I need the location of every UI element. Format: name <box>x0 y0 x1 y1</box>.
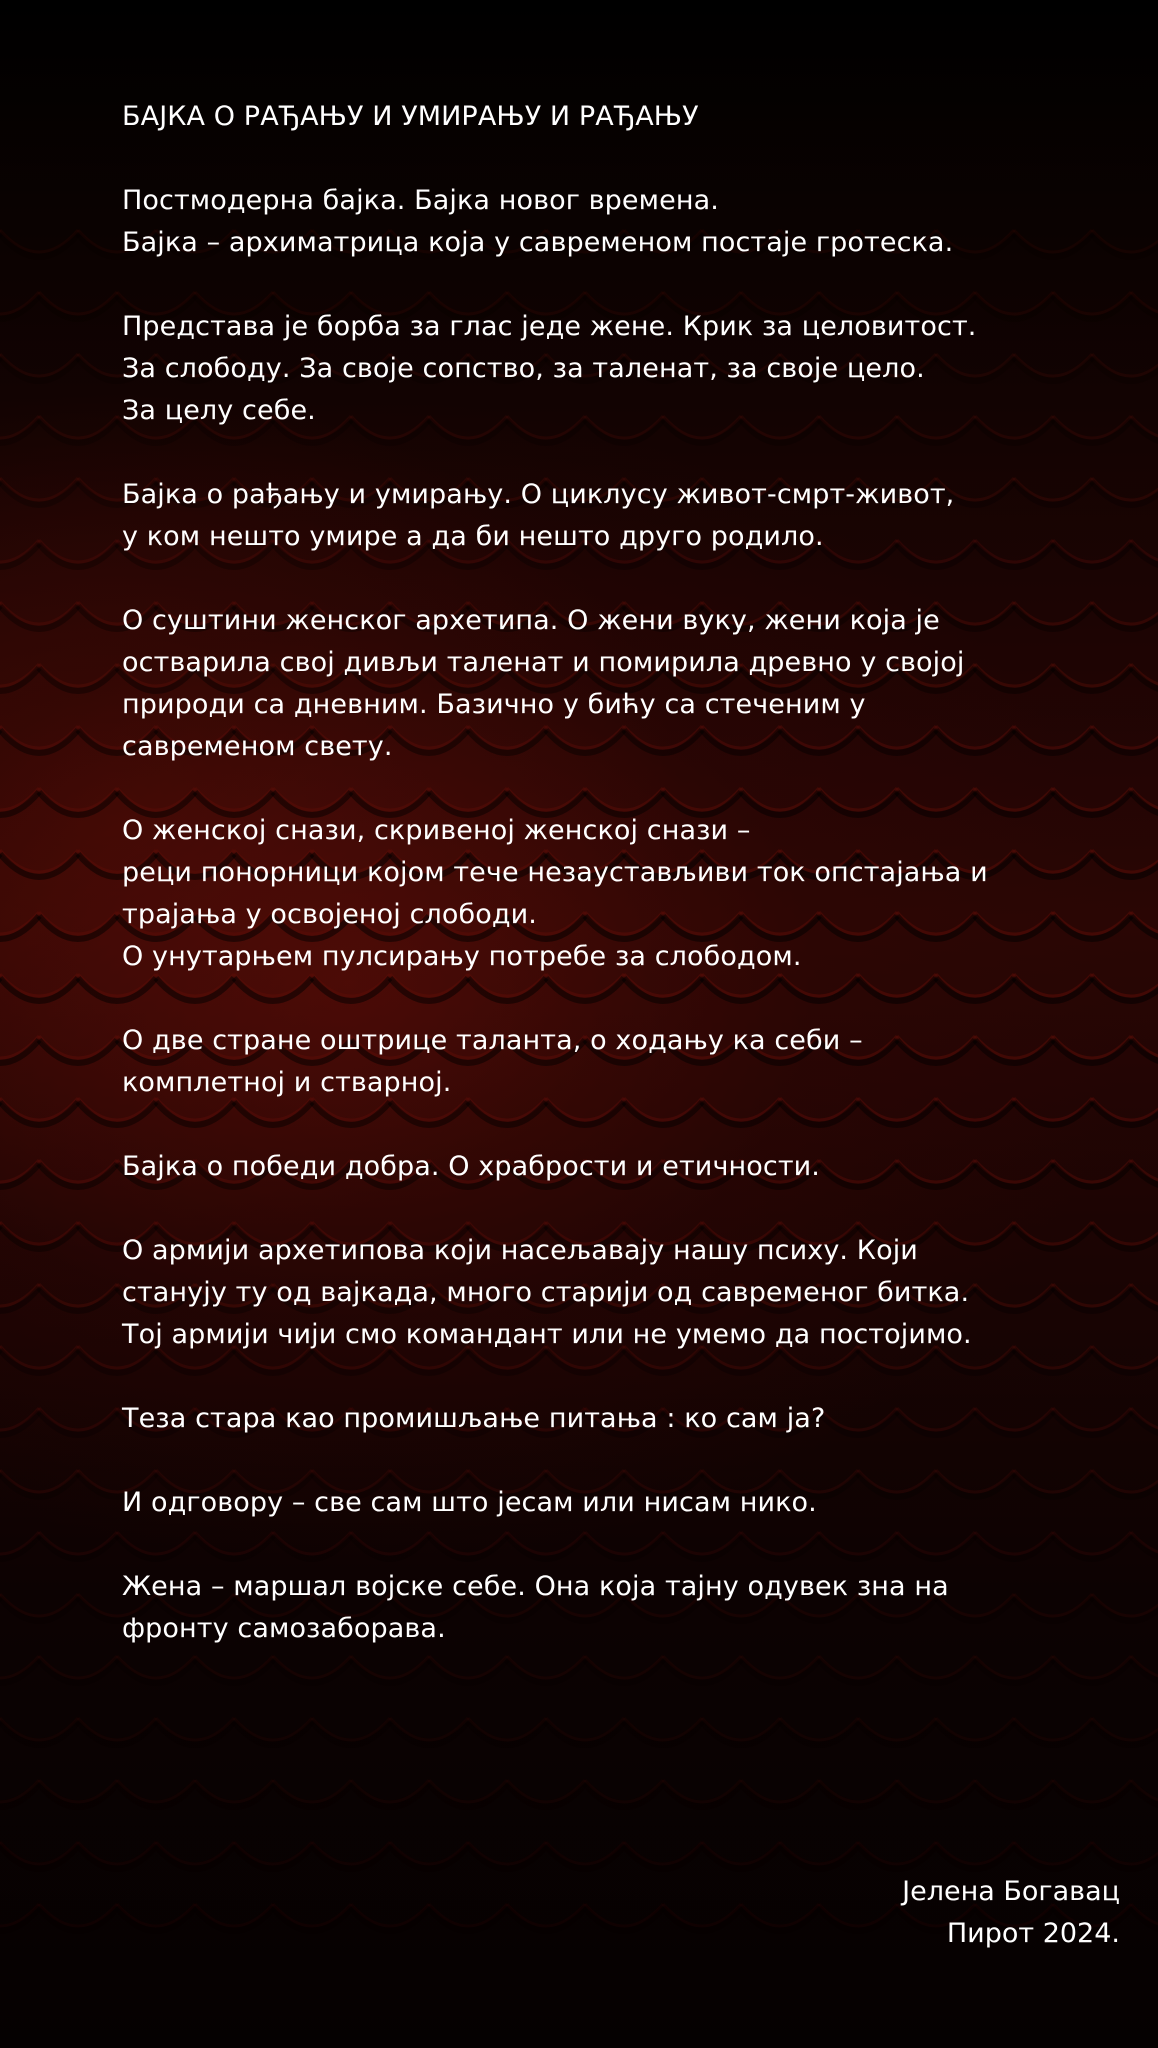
curtain-swag-shadow <box>663 1908 741 1931</box>
curtain-swag <box>780 1718 858 1740</box>
curtain-swag <box>1131 1284 1158 1306</box>
curtain-swag <box>195 1904 273 1926</box>
text-line: За слободу. За своје сопство, за таленат, за своје цело. <box>122 353 925 384</box>
curtain-swag <box>624 1842 702 1864</box>
curtain-swag <box>0 1470 78 1492</box>
curtain-swag-shadow <box>936 1846 1014 1869</box>
curtain-swag <box>0 974 78 996</box>
curtain-swag <box>0 1036 39 1058</box>
curtain-swag-shadow <box>39 1164 117 1187</box>
curtain-swag <box>1131 416 1158 438</box>
curtain-swag-shadow <box>546 1846 624 1869</box>
curtain-swag-shadow <box>39 420 117 443</box>
text-line: И одговору – све сам што јесам или нисам нико. <box>122 1487 817 1518</box>
curtain-swag-shadow <box>312 1846 390 1869</box>
curtain-swag <box>1131 1160 1158 1182</box>
curtain-swag <box>39 1036 117 1058</box>
curtain-swag <box>0 292 39 314</box>
curtain-swag <box>156 1842 234 1864</box>
paragraph <box>122 1482 1082 1524</box>
curtain-swag <box>0 416 39 438</box>
curtain-swag <box>0 602 78 624</box>
text-line: За целу себе. <box>122 395 316 426</box>
curtain-swag-shadow <box>858 1722 936 1745</box>
curtain-swag-shadow <box>1092 606 1158 629</box>
curtain-swag <box>1092 478 1158 500</box>
poster-title: БАЈКА О РАЂАЊУ И УМИРАЊУ И РАЂАЊУ <box>122 101 699 132</box>
curtain-swag <box>1092 1098 1158 1120</box>
curtain-swag-shadow <box>0 1350 78 1373</box>
curtain-swag-shadow <box>0 1288 39 1311</box>
curtain-swag <box>936 1718 1014 1740</box>
curtain-swag <box>663 1904 741 1926</box>
curtain-swag <box>585 1904 663 1926</box>
text-line: Бајка о победи добра. О храбрости и етичности. <box>122 1151 820 1182</box>
curtain-swag <box>741 1780 819 1802</box>
curtain-swag-shadow <box>0 730 78 753</box>
curtain-swag <box>1092 974 1158 996</box>
curtain-swag-shadow <box>1131 668 1158 691</box>
curtain-swag-shadow <box>1092 234 1158 257</box>
curtain-swag-shadow <box>741 1784 819 1807</box>
curtain-swag-shadow <box>1053 1784 1131 1807</box>
curtain-swag <box>0 540 39 562</box>
curtain-swag-shadow <box>1131 1040 1158 1063</box>
curtain-swag-shadow <box>1092 854 1158 877</box>
curtain-swag <box>1131 788 1158 810</box>
curtain-swag <box>0 478 78 500</box>
curtain-swag-shadow <box>702 1722 780 1745</box>
paragraph <box>122 474 1082 558</box>
curtain-swag-shadow <box>390 1722 468 1745</box>
curtain-swag <box>0 850 78 872</box>
place-date: Пирот 2024. <box>946 1918 1120 1949</box>
paragraph <box>122 600 1082 768</box>
curtain-swag <box>1131 1036 1158 1058</box>
curtain-swag <box>0 1408 39 1430</box>
curtain-swag <box>1131 1532 1158 1554</box>
curtain-swag <box>936 1842 1014 1864</box>
paragraph <box>122 810 1082 978</box>
curtain-swag <box>468 1718 546 1740</box>
curtain-swag-shadow <box>0 916 39 939</box>
curtain-swag <box>858 1842 936 1864</box>
curtain-swag-shadow <box>1092 978 1158 1001</box>
curtain-swag-shadow <box>78 1722 156 1745</box>
curtain-swag-shadow <box>273 1908 351 1931</box>
curtain-swag <box>663 1780 741 1802</box>
text-line: О женској снази, скривеној женској снази – <box>122 815 751 846</box>
curtain-swag-shadow <box>1131 1784 1158 1807</box>
curtain-swag-shadow <box>1092 1474 1158 1497</box>
signature <box>902 1871 1120 1955</box>
curtain-swag <box>1092 850 1158 872</box>
curtain-swag-shadow <box>1131 1412 1158 1435</box>
curtain-swag <box>507 1780 585 1802</box>
curtain-swag-shadow <box>273 1784 351 1807</box>
curtain-swag-shadow <box>39 668 117 691</box>
curtain-swag <box>546 1842 624 1864</box>
curtain-swag <box>78 1842 156 1864</box>
curtain-swag <box>858 1718 936 1740</box>
curtain-swag-shadow <box>663 1784 741 1807</box>
curtain-swag-shadow <box>39 1784 117 1807</box>
curtain-swag <box>0 1098 78 1120</box>
curtain-swag-shadow <box>0 234 78 257</box>
curtain-swag <box>117 1780 195 1802</box>
curtain-swag-shadow <box>1131 296 1158 319</box>
curtain-swag <box>0 1284 39 1306</box>
curtain-swag <box>0 230 78 252</box>
curtain-swag <box>1131 1780 1158 1802</box>
curtain-swag-shadow <box>156 1722 234 1745</box>
curtain-swag-shadow <box>39 1908 117 1931</box>
curtain-swag <box>1092 1222 1158 1244</box>
curtain-swag <box>1092 726 1158 748</box>
curtain-swag <box>1092 1470 1158 1492</box>
text-line: у ком нешто умире а да би нешто друго родило. <box>122 521 824 552</box>
curtain-swag-shadow <box>351 1784 429 1807</box>
curtain-swag <box>0 1656 39 1678</box>
curtain-swag <box>819 1904 897 1926</box>
curtain-swag <box>975 1780 1053 1802</box>
curtain-swag <box>273 1904 351 1926</box>
text-line: О унутарњем пулсирању потребе за слободом. <box>122 941 802 972</box>
curtain-swag-shadow <box>0 1040 39 1063</box>
curtain-swag <box>0 912 39 934</box>
curtain-swag-shadow <box>780 1846 858 1869</box>
curtain-swag <box>312 1718 390 1740</box>
curtain-swag-shadow <box>702 1846 780 1869</box>
curtain-swag-shadow <box>39 916 117 939</box>
curtain-swag <box>156 1718 234 1740</box>
curtain-swag <box>39 1904 117 1926</box>
curtain-swag <box>39 788 117 810</box>
curtain-swag <box>507 1904 585 1926</box>
curtain-swag <box>234 1718 312 1740</box>
text-line: природи са дневним. Базично у бићу са стеченим у <box>122 689 866 720</box>
curtain-swag <box>468 1842 546 1864</box>
curtain-swag-shadow <box>0 792 39 815</box>
curtain-swag <box>390 1842 468 1864</box>
curtain-swag <box>1092 230 1158 252</box>
text-line: фронту самозаборава. <box>122 1613 446 1644</box>
curtain-swag <box>1014 1718 1092 1740</box>
curtain-swag-shadow <box>39 1040 117 1063</box>
curtain-swag <box>312 1842 390 1864</box>
paragraph <box>122 1230 1082 1356</box>
curtain-swag-shadow <box>1131 1536 1158 1559</box>
curtain-swag-shadow <box>0 1164 39 1187</box>
curtain-swag-shadow <box>312 1722 390 1745</box>
curtain-swag <box>1092 1842 1158 1864</box>
curtain-swag-shadow <box>234 1722 312 1745</box>
curtain-swag <box>1131 292 1158 314</box>
curtain-swag <box>1131 664 1158 686</box>
paragraph <box>122 1146 1082 1188</box>
curtain-swag <box>39 1532 117 1554</box>
curtain-swag-shadow <box>39 544 117 567</box>
curtain-swag-shadow <box>0 482 78 505</box>
paragraph <box>122 180 1082 264</box>
text-line: остварила свој дивљи таленат и помирила древно у својој <box>122 647 965 678</box>
curtain-swag <box>39 540 117 562</box>
curtain-swag <box>429 1904 507 1926</box>
text-line: О армији архетипова који насељавају нашу психу. Који <box>122 1235 918 1266</box>
curtain-swag-shadow <box>0 1908 39 1931</box>
curtain-swag <box>780 1842 858 1864</box>
curtain-swag <box>1131 1408 1158 1430</box>
curtain-swag-shadow <box>1092 1722 1158 1745</box>
text-line: Тој армији чији смо командант или не умемо да постојимо. <box>122 1319 972 1350</box>
curtain-swag-shadow <box>1131 420 1158 443</box>
paragraph <box>122 1020 1082 1104</box>
curtain-swag-shadow <box>507 1784 585 1807</box>
curtain-swag-shadow <box>0 854 78 877</box>
curtain-swag-shadow <box>117 1908 195 1931</box>
curtain-swag-shadow <box>0 420 39 443</box>
curtain-swag <box>39 1656 117 1678</box>
curtain-swag <box>0 664 39 686</box>
curtain-swag <box>0 1160 39 1182</box>
curtain-swag <box>195 1780 273 1802</box>
curtain-swag-shadow <box>39 296 117 319</box>
curtain-swag-shadow <box>0 1102 78 1125</box>
curtain-swag-shadow <box>0 1474 78 1497</box>
curtain-swag <box>39 912 117 934</box>
curtain-swag <box>0 1594 78 1616</box>
curtain-swag <box>39 1408 117 1430</box>
curtain-swag-shadow <box>741 1908 819 1931</box>
curtain-swag-shadow <box>1092 1226 1158 1249</box>
curtain-swag <box>117 1904 195 1926</box>
curtain-swag <box>741 1904 819 1926</box>
curtain-swag <box>1092 1594 1158 1616</box>
curtain-swag-shadow <box>1131 544 1158 567</box>
curtain-swag <box>0 1780 39 1802</box>
curtain-swag <box>39 416 117 438</box>
curtain-swag-shadow <box>0 1536 39 1559</box>
curtain-swag-shadow <box>0 1226 78 1249</box>
curtain-swag-shadow <box>624 1846 702 1869</box>
curtain-swag <box>1131 540 1158 562</box>
curtain-swag-shadow <box>1092 482 1158 505</box>
paragraph <box>122 306 1082 432</box>
curtain-swag <box>1131 1656 1158 1678</box>
curtain-swag-shadow <box>1092 358 1158 381</box>
curtain-swag-shadow <box>156 1846 234 1869</box>
curtain-swag-shadow <box>0 296 39 319</box>
curtain-swag <box>39 664 117 686</box>
curtain-swag-shadow <box>234 1846 312 1869</box>
curtain-swag-shadow <box>195 1784 273 1807</box>
curtain-swag <box>0 1904 39 1926</box>
curtain-swag-shadow <box>819 1908 897 1931</box>
curtain-swag <box>0 726 78 748</box>
curtain-swag-shadow <box>0 1660 39 1683</box>
curtain-swag <box>1131 1904 1158 1926</box>
curtain-swag-shadow <box>0 1784 39 1807</box>
paragraph <box>122 1566 1082 1650</box>
curtain-swag <box>897 1780 975 1802</box>
curtain-swag-shadow <box>975 1784 1053 1807</box>
curtain-swag-shadow <box>351 1908 429 1931</box>
curtain-swag-shadow <box>0 1722 78 1745</box>
curtain-swag-shadow <box>624 1722 702 1745</box>
curtain-swag-shadow <box>390 1846 468 1869</box>
curtain-swag-shadow <box>78 1846 156 1869</box>
curtain-swag <box>351 1780 429 1802</box>
text-line: трајања у освојеној слободи. <box>122 899 537 930</box>
curtain-swag <box>1092 354 1158 376</box>
text-line: Представа је борба за глас једе жене. Крик за целовитост. <box>122 311 977 342</box>
curtain-swag-shadow <box>507 1908 585 1931</box>
curtain-swag <box>1092 1346 1158 1368</box>
curtain-swag-shadow <box>117 1784 195 1807</box>
curtain-swag-shadow <box>1092 1846 1158 1869</box>
curtain-swag <box>624 1718 702 1740</box>
curtain-swag-shadow <box>429 1908 507 1931</box>
curtain-swag <box>39 1160 117 1182</box>
curtain-swag-shadow <box>585 1908 663 1931</box>
text-line: О две стране оштрице таланта, о ходању ка себи – <box>122 1025 863 1056</box>
curtain-swag-shadow <box>39 1660 117 1683</box>
author-name: Јелена Богавац <box>902 1876 1120 1907</box>
curtain-swag <box>429 1780 507 1802</box>
curtain-swag <box>702 1842 780 1864</box>
curtain-swag <box>39 1284 117 1306</box>
curtain-swag-shadow <box>0 1846 78 1869</box>
curtain-swag <box>702 1718 780 1740</box>
curtain-swag <box>819 1780 897 1802</box>
curtain-swag-shadow <box>0 668 39 691</box>
curtain-swag-shadow <box>1092 1350 1158 1373</box>
curtain-swag <box>0 354 78 376</box>
curtain-swag-shadow <box>897 1784 975 1807</box>
curtain-swag-shadow <box>0 358 78 381</box>
curtain-swag <box>1092 1718 1158 1740</box>
text-line: Постмодерна бајка. Бајка новог времена. <box>122 185 719 216</box>
curtain-swag-shadow <box>0 1412 39 1435</box>
curtain-swag-shadow <box>546 1722 624 1745</box>
curtain-swag <box>39 292 117 314</box>
paragraph <box>122 1398 1082 1440</box>
curtain-swag <box>0 1346 78 1368</box>
curtain-swag-shadow <box>0 978 78 1001</box>
curtain-swag-shadow <box>468 1846 546 1869</box>
curtain-swag-shadow <box>1014 1722 1092 1745</box>
curtain-swag-shadow <box>1092 730 1158 753</box>
curtain-swag-shadow <box>1014 1846 1092 1869</box>
curtain-swag-shadow <box>858 1846 936 1869</box>
curtain-swag <box>1053 1780 1131 1802</box>
curtain-swag <box>351 1904 429 1926</box>
curtain-swag-shadow <box>0 1598 78 1621</box>
curtain-swag-shadow <box>195 1908 273 1931</box>
curtain-swag <box>546 1718 624 1740</box>
curtain-swag <box>0 788 39 810</box>
curtain-swag <box>273 1780 351 1802</box>
curtain-swag-shadow <box>585 1784 663 1807</box>
text-line: савременом свету. <box>122 731 393 762</box>
text-line: Бајка – архиматрица која у савременом постаје гротеска. <box>122 227 954 258</box>
curtain-swag <box>78 1718 156 1740</box>
curtain-swag-shadow <box>1092 1102 1158 1125</box>
curtain-swag <box>390 1718 468 1740</box>
curtain-swag-shadow <box>39 1412 117 1435</box>
curtain-swag-shadow <box>1131 916 1158 939</box>
curtain-swag-shadow <box>780 1722 858 1745</box>
curtain-swag-shadow <box>429 1784 507 1807</box>
text-line: станују ту од вајкада, много старији од савременог битка. <box>122 1277 970 1308</box>
curtain-swag <box>0 1222 78 1244</box>
curtain-swag <box>0 1842 78 1864</box>
curtain-swag-shadow <box>1131 1908 1158 1931</box>
curtain-swag-shadow <box>1092 1598 1158 1621</box>
curtain-swag-shadow <box>468 1722 546 1745</box>
curtain-swag <box>0 1532 39 1554</box>
curtain-swag-shadow <box>936 1722 1014 1745</box>
article-body <box>122 96 1082 1692</box>
curtain-swag <box>585 1780 663 1802</box>
curtain-swag <box>0 1718 78 1740</box>
curtain-swag-shadow <box>1131 1164 1158 1187</box>
text-line: реци понорници којом тече незаустављиви ток опстајања и <box>122 857 988 888</box>
curtain-swag <box>1131 912 1158 934</box>
text-line: Теза стара као промишљање питања : ко сам ја? <box>122 1403 826 1434</box>
curtain-swag-shadow <box>39 1288 117 1311</box>
curtain-swag-shadow <box>39 792 117 815</box>
text-line: О суштини женског архетипа. О жени вуку, жени која је <box>122 605 940 636</box>
curtain-swag <box>39 1780 117 1802</box>
curtain-swag <box>234 1842 312 1864</box>
curtain-swag-shadow <box>39 1536 117 1559</box>
curtain-swag-shadow <box>1131 792 1158 815</box>
text-line: Бајка о рађању и умирању. О циклусу живот-смрт-живот, <box>122 479 955 510</box>
curtain-swag <box>1014 1842 1092 1864</box>
curtain-swag-shadow <box>0 606 78 629</box>
curtain-swag-shadow <box>1131 1660 1158 1683</box>
curtain-swag-shadow <box>0 544 39 567</box>
curtain-swag-shadow <box>1131 1288 1158 1311</box>
curtain-swag-shadow <box>819 1784 897 1807</box>
text-line: комплетној и стварној. <box>122 1067 452 1098</box>
curtain-swag <box>1092 602 1158 624</box>
text-line: Жена – маршал војске себе. Она која тајну одувек зна на <box>122 1571 949 1602</box>
